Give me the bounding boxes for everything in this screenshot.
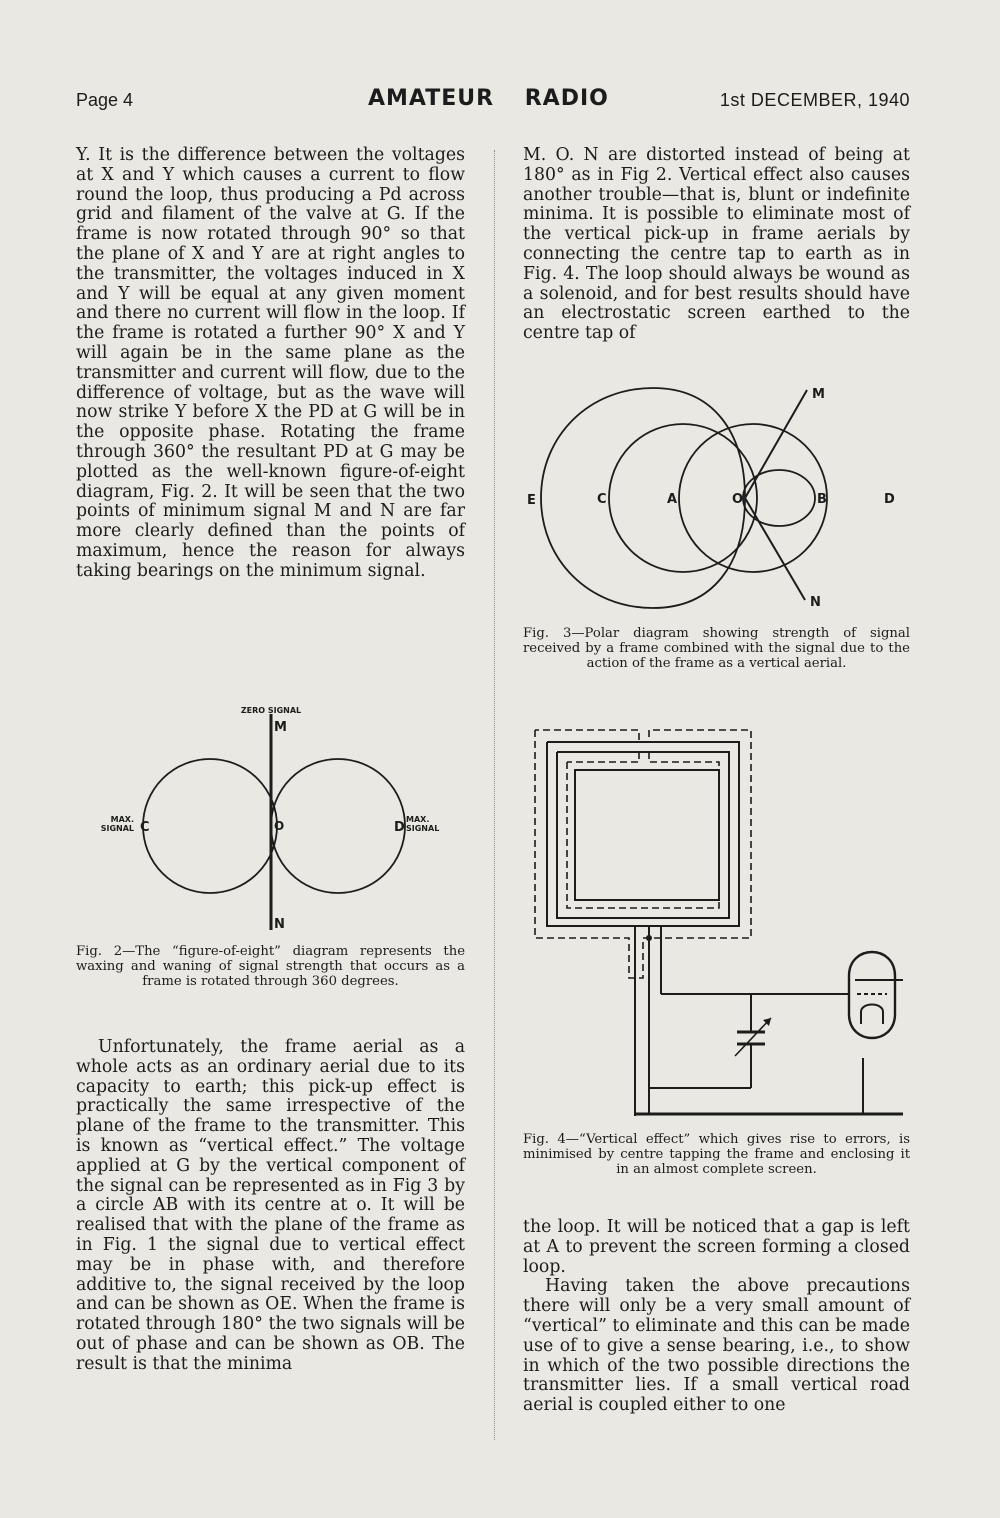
figure-2-diagram — [76, 700, 476, 935]
left-column-paragraph-2 — [76, 1038, 465, 1375]
fig3-label-o: O — [732, 492, 744, 507]
figure-2-caption — [76, 944, 465, 990]
fig3-caption-text: Fig. 3—Polar diagram showing strength of signal received by a frame combined with the signal due to the action of the frame as a vertical aerial. — [523, 626, 910, 672]
fig2-max-left-2: SIGNAL — [100, 824, 134, 833]
page-header — [76, 86, 912, 116]
fig4-loop-inner — [575, 770, 719, 900]
figure-4-caption — [523, 1132, 910, 1178]
fig2-label-n: N — [274, 917, 285, 932]
body-text: M. O. N are distorted instead of being at 180° as in Fig 2. Vertical effect also causes another trouble—that is, blunt or indefinite minima. It is possible to eliminate most of the vertical pick-up in frame aerials by connecting the centre tap to earth as in Fig. 4. The loop should always be wound as a solenoid, and for best results should have an electrostatic screen earthed to the centre tap of — [523, 145, 910, 344]
fig4-cap-arrow — [735, 1018, 771, 1056]
body-text: Having taken the above precautions there will only be a very small amount of “vertical” to eliminate and this can be made use of to give a sense bearing, i.e., to show in which of the two possible directions the transmitter lies. If a small vertical road aerial is coupled either to one — [523, 1276, 910, 1416]
body-text: the loop. It will be noticed that a gap is left at A to prevent the screen forming a closed loop. — [523, 1217, 910, 1277]
fig2-max-left-1: MAX. — [110, 815, 134, 824]
fig3-label-c: C — [597, 492, 607, 507]
fig2-caption-text: Fig. 2—The “figure-of-eight” diagram represents the waxing and waning of signal strength that occurs as a frame is rotated through 360 degrees. — [76, 944, 465, 990]
fig3-label-n: N — [810, 595, 821, 610]
body-text: Y. It is the difference between the voltages at X and Y which causes a current to flow round the loop, thus producing a Pd across grid and filament of the valve at G. If the frame is now rotated through 90° so that the plane of X and Y are at right angles to the transmitter, the voltages induced in X and Y will be equal at any given moment and there no current will flow in the loop. If the frame is rotated a further 90° X and Y will again be in the same plane as the transmitter and current will flow, due to the difference of voltage, but as the wave will now strike Y before X the PD at G will be in the opposite phase. Rotating the frame through 360° the resultant PD at G may be plotted as the well-known figure-of-eight diagram, Fig. 2. It will be seen that the two points of minimum signal M and N are far more clearly defined than the points of maximum, hence the reason for always taking bearings on the minimum signal. — [76, 145, 465, 581]
fig3-label-b: B — [817, 492, 827, 507]
figure-4-circuit-diagram — [523, 718, 913, 1128]
masthead: AMATEUR RADIO — [368, 86, 609, 111]
fig2-max-right-2: SIGNAL — [406, 824, 440, 833]
fig4-loop-middle — [557, 752, 729, 918]
body-text: Unfortunately, the frame aerial as a whole acts as an ordinary aerial due to its capacity to earth; this pick-up effect is practically the same irrespective of the plane of the frame to the transmitter. This is known as “vertical effect.” The voltage applied at G by the vertical component of the signal can be represented as in Fig 3 by a circle AB with its centre at o. It will be realised that with the plane of the frame as in Fig. 1 the signal due to vertical effect may be in phase with, and therefore additive to, the signal received by the loop and can be shown as OE. When the frame is rotated through 180° the two signals will be out of phase and can be shown as OB. The result is that the minima — [76, 1037, 465, 1374]
column-divider — [494, 150, 495, 1440]
fig2-label-o: O — [274, 819, 285, 833]
fig4-inner-screen — [567, 752, 719, 908]
figure-3-caption — [523, 626, 910, 672]
right-column-paragraph-1 — [523, 146, 910, 344]
fig2-label-d: D — [394, 820, 405, 835]
fig2-right-lobe — [271, 759, 405, 893]
figure-3-polar-diagram — [523, 372, 913, 622]
fig2-label-m: M — [274, 720, 287, 735]
fig2-left-lobe — [143, 759, 277, 893]
fig3-line-om — [745, 390, 807, 498]
fig3-small-lobe — [743, 470, 815, 526]
page-number: Page 4 — [76, 90, 134, 110]
fig2-max-right-1: MAX. — [406, 815, 430, 824]
fig3-outer-lobe — [541, 388, 745, 608]
right-column-paragraph-2 — [523, 1218, 910, 1416]
fig3-label-d: D — [884, 492, 895, 507]
fig4-valve-filament — [861, 1005, 883, 1025]
issue-date: 1st DECEMBER, 1940 — [719, 90, 910, 110]
fig3-label-m: M — [812, 387, 825, 402]
fig2-label-c: C — [140, 820, 150, 835]
fig2-zero-signal-label: ZERO SIGNAL — [240, 706, 302, 715]
fig3-line-on — [745, 498, 805, 600]
fig4-junction-dot — [646, 935, 652, 941]
fig4-caption-text: Fig. 4—“Vertical effect” which gives rise to errors, is minimised by centre tapping the frame and enclosing it in an almost complete screen. — [523, 1132, 910, 1178]
fig3-circle-ab — [679, 424, 827, 572]
left-column-paragraph-1 — [76, 146, 465, 582]
fig3-label-a: A — [667, 492, 678, 507]
fig3-label-e: E — [527, 493, 536, 508]
